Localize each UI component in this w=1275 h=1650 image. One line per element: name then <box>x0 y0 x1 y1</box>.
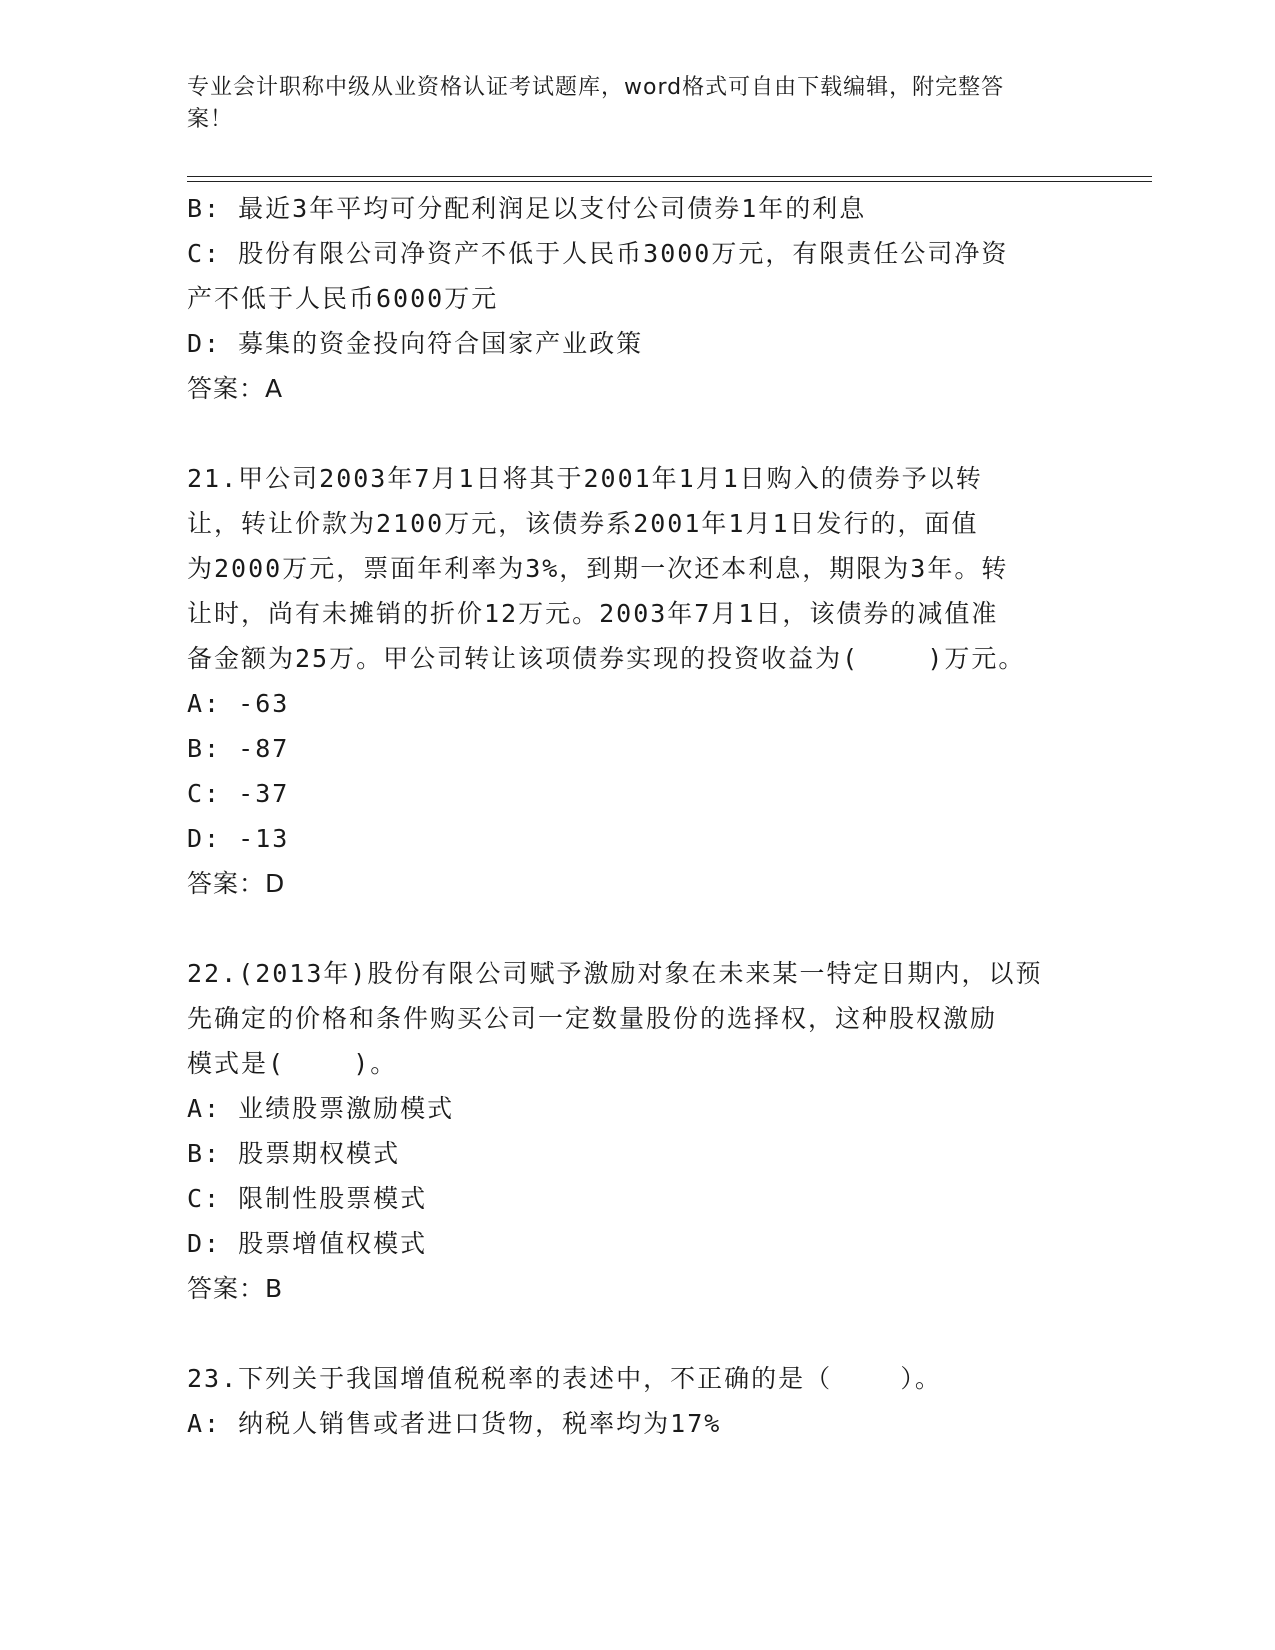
question-text-line-2: 让，转让价款为2100万元，该债券系2001年1月1日发行的，面值 <box>187 509 979 538</box>
spacer <box>187 906 1087 951</box>
question-text-line-2: 先确定的价格和条件购买公司一定数量股份的选择权，这种股权激励 <box>187 1004 998 1033</box>
option-c: C: -37 <box>187 779 290 808</box>
option-a: A: 纳税人销售或者进口货物，税率均为17% <box>187 1409 722 1438</box>
option-a: A: 业绩股票激励模式 <box>187 1094 455 1123</box>
question-text-line-4: 让时，尚有未摊销的折价12万元。2003年7月1日，该债券的减值准 <box>187 599 999 628</box>
document-header <box>187 72 1067 136</box>
header-divider-top <box>187 176 1152 177</box>
question-21 <box>187 456 1087 906</box>
spacer <box>187 1311 1087 1356</box>
question-text-line-3: 为2000万元，票面年利率为3%，到期一次还本利息，期限为3年。转 <box>187 554 1009 583</box>
question-20-tail <box>187 186 1087 411</box>
answer: 答案：D <box>187 869 286 898</box>
question-text-line-1: 21.甲公司2003年7月1日将其于2001年1月1日购入的债券予以转 <box>187 464 983 493</box>
option-d: D: 募集的资金投向符合国家产业政策 <box>187 329 644 358</box>
question-22 <box>187 951 1087 1311</box>
answer: 答案：B <box>187 1274 284 1303</box>
header-line-2: 案！ <box>187 107 234 132</box>
question-content <box>187 186 1087 1446</box>
option-b: B: -87 <box>187 734 290 763</box>
option-c: C: 限制性股票模式 <box>187 1184 428 1213</box>
question-text-line-5: 备金额为25万。甲公司转让该项债券实现的投资收益为( )万元。 <box>187 644 1026 673</box>
question-text-line-1: 22.(2013年)股份有限公司赋予激励对象在未来某一特定日期内，以预 <box>187 959 1043 988</box>
option-c-line-2: 产不低于人民币6000万元 <box>187 284 499 313</box>
option-a: A: -63 <box>187 689 290 718</box>
header-divider-bottom <box>187 181 1152 182</box>
question-23 <box>187 1356 1087 1446</box>
option-d: D: -13 <box>187 824 290 853</box>
question-text-line-3: 模式是( )。 <box>187 1049 398 1078</box>
answer: 答案：A <box>187 374 284 403</box>
question-text-line-1: 23.下列关于我国增值税税率的表述中，不正确的是（ ）。 <box>187 1364 942 1393</box>
spacer <box>187 411 1087 456</box>
option-d: D: 股票增值权模式 <box>187 1229 428 1258</box>
header-line-1: 专业会计职称中级从业资格认证考试题库，word格式可自由下载编辑，附完整答 <box>187 75 1005 100</box>
option-b: B: 最近3年平均可分配利润足以支付公司债券1年的利息 <box>187 194 867 223</box>
option-c-line-1: C: 股份有限公司净资产不低于人民币3000万元，有限责任公司净资 <box>187 239 1009 268</box>
option-b: B: 股票期权模式 <box>187 1139 401 1168</box>
